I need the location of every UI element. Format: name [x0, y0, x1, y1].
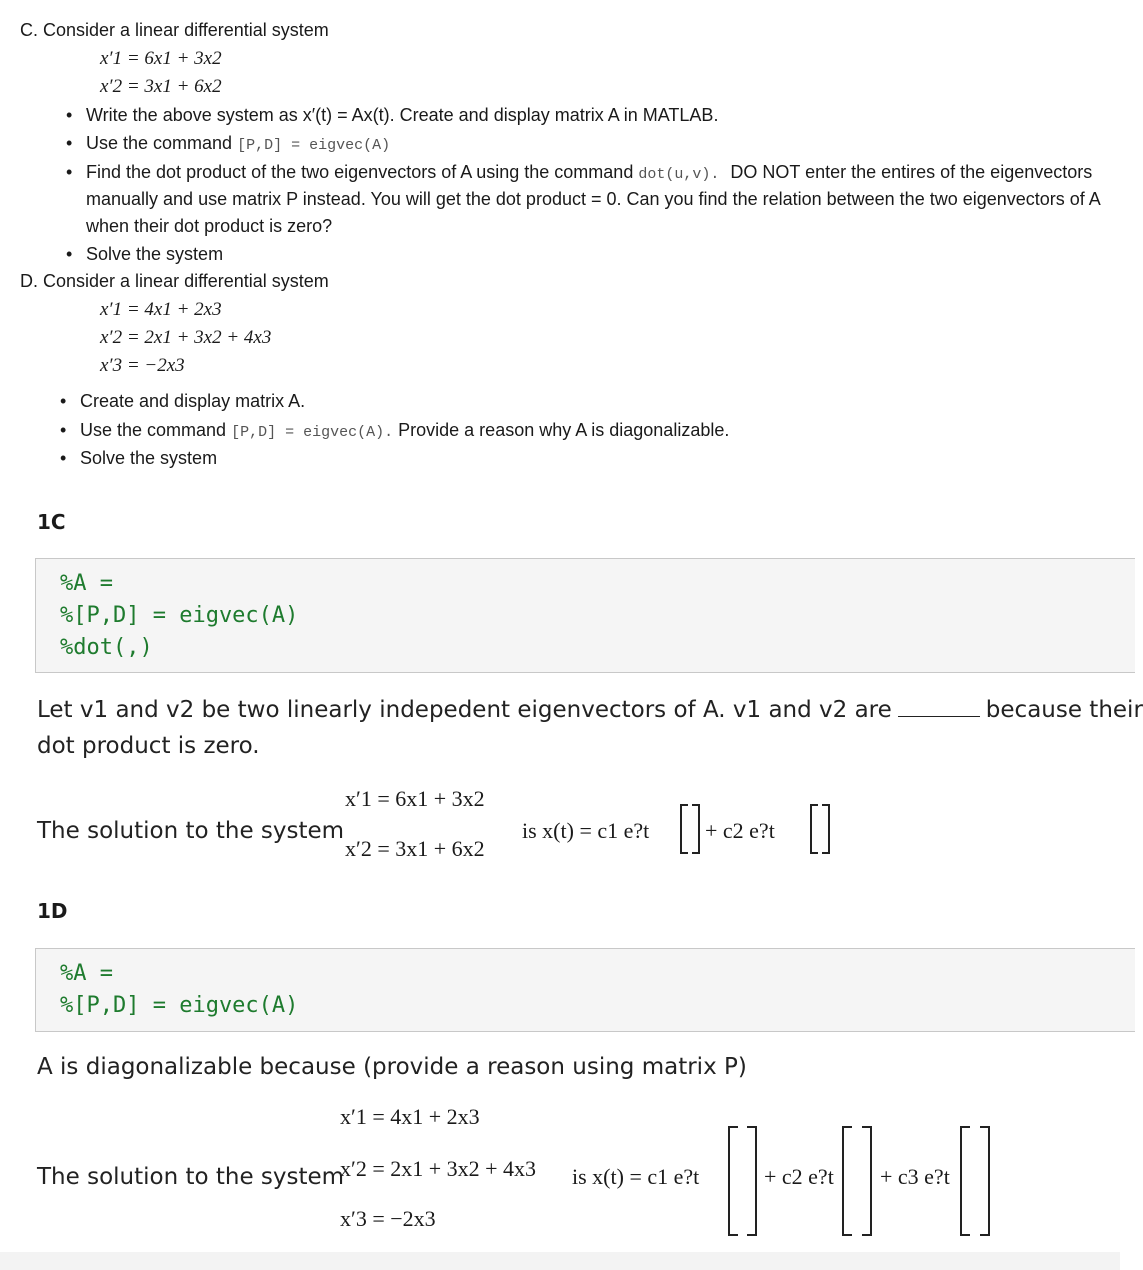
code-line: %[P,D] = eigvec(A)	[60, 603, 299, 628]
bracket-right	[822, 804, 830, 854]
part-c-bullet-1: • Write the above system as x′(t) = Ax(t). Create and display matrix A in MATLAB.	[86, 105, 718, 126]
part-d-bullet-1: • Create and display matrix A.	[80, 391, 305, 412]
bracket-right	[747, 1126, 757, 1236]
part-c-equation-2: x′2 = 3x1 + 6x2	[100, 76, 222, 97]
system-1d-eq-1: x′1 = 4x1 + 2x3	[340, 1104, 480, 1129]
question-1c	[37, 697, 1143, 723]
part-c-bullet-3-line-2: manually and use matrix P instead. You will get the dot product = 0. Can you find the relation between the two eigenvectors of A	[86, 189, 1101, 209]
code-line: %A =	[60, 571, 113, 596]
bullet-text-cont: Provide a reason why A is diagonalizable.	[398, 420, 730, 440]
part-d-heading: D. Consider a linear differential system	[20, 271, 329, 291]
bracket-left	[842, 1126, 852, 1236]
system-1c-eq-2: x′2 = 3x1 + 6x2	[345, 836, 485, 861]
part-c-bullet-3	[86, 162, 1092, 183]
part-d-bullet-3: • Solve the system	[80, 448, 217, 469]
solution-1c-plus: + c2 e?t	[705, 818, 775, 843]
solution-label-1d: The solution to the system	[37, 1164, 345, 1190]
section-1c-title: 1C	[37, 510, 66, 534]
bullet-text-cont: DO NOT enter the entires of the eigenvectors	[730, 162, 1093, 182]
code-inline: dot(u,v).	[638, 166, 720, 183]
solution-1c-is: is x(t) = c1 e?t	[522, 818, 650, 843]
bottom-strip	[0, 1252, 1120, 1270]
solution-1d-plus-3: + c3 e?t	[880, 1164, 950, 1189]
system-1d-eq-2: x′2 = 2x1 + 3x2 + 4x3	[340, 1156, 537, 1181]
part-d-equation-2: x′2 = 2x1 + 3x2 + 4x3	[100, 327, 272, 348]
code-cell-1c[interactable]	[35, 558, 1135, 673]
system-1d-eq-3: x′3 = −2x3	[340, 1206, 436, 1231]
bracket-left	[960, 1126, 970, 1236]
answer-blank[interactable]	[898, 716, 980, 717]
bracket-right	[862, 1126, 872, 1236]
code-cell-1d[interactable]	[35, 948, 1135, 1032]
question-1c-line-2: dot product is zero.	[37, 733, 260, 759]
diagonalizable-reason: A is diagonalizable because (provide a reason using matrix P)	[37, 1054, 747, 1080]
solution-1d-is: is x(t) = c1 e?t	[572, 1164, 700, 1189]
bullet-text: Use the command	[86, 133, 233, 153]
code-inline: [P,D] = eigvec(A)	[237, 137, 391, 154]
part-c-bullet-3-line-3: when their dot product is zero?	[86, 216, 333, 236]
bracket-right	[692, 804, 700, 854]
section-1d-title: 1D	[37, 899, 68, 923]
system-1c-eq-1: x′1 = 6x1 + 3x2	[345, 786, 485, 811]
question-text: Let v1 and v2 be two linearly indepedent eigenvectors of A. v1 and v2 are	[37, 697, 892, 723]
code-line: %dot(,)	[60, 635, 153, 660]
bullet-text: Find the dot product of the two eigenvectors of A using the command	[86, 162, 634, 182]
part-c-equation-1: x′1 = 6x1 + 3x2	[100, 48, 222, 69]
code-line: %[P,D] = eigvec(A)	[60, 993, 299, 1018]
part-d-bullet-2	[80, 420, 729, 441]
question-text-end: because their	[985, 697, 1143, 723]
part-c-heading: C. Consider a linear differential system	[20, 20, 329, 40]
part-c-bullet-2	[86, 133, 390, 154]
bracket-left	[810, 804, 818, 854]
part-d-equation-3: x′3 = −2x3	[100, 355, 185, 376]
bullet-text: Use the command	[80, 420, 227, 440]
bracket-left	[728, 1126, 738, 1236]
code-line: %A =	[60, 961, 113, 986]
solution-label-1c: The solution to the system	[37, 818, 345, 844]
part-d-equation-1: x′1 = 4x1 + 2x3	[100, 299, 222, 320]
bracket-right	[980, 1126, 990, 1236]
part-c-bullet-4: • Solve the system	[86, 244, 223, 265]
bracket-left	[680, 804, 688, 854]
solution-1d-plus-2: + c2 e?t	[764, 1164, 834, 1189]
code-inline: [P,D] = eigvec(A).	[231, 424, 394, 441]
